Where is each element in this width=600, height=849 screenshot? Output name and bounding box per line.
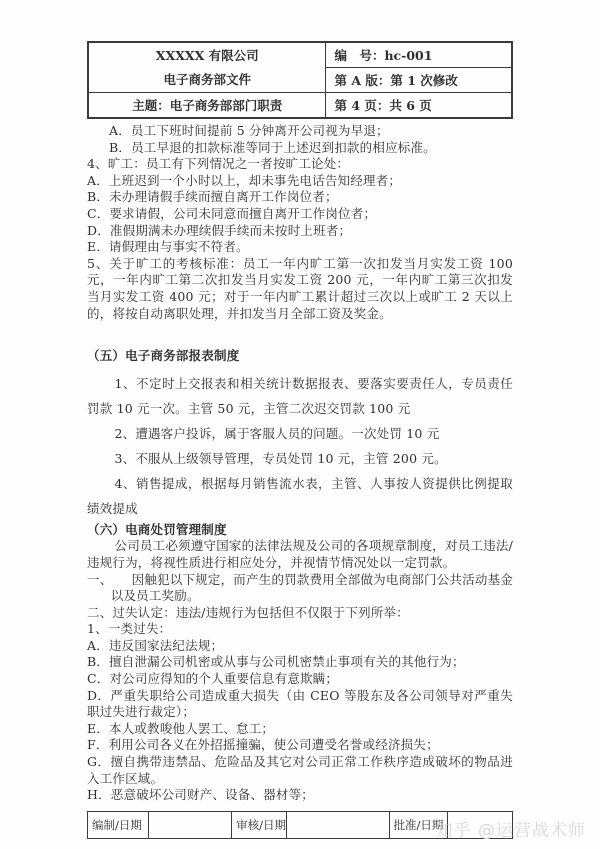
fault-h: H．恶意破坏公司财产、设备、器材等； bbox=[87, 787, 315, 803]
clause-absenteeism-a: A．上班迟到一个小时以上，却未事先电话告知经理者； bbox=[87, 172, 402, 188]
fault-a: A．违反国家法纪法规； bbox=[87, 637, 224, 653]
zhihu-watermark: 知乎 @运营战术师 bbox=[435, 821, 586, 841]
report-rule-3: 3、不服从上级领导管理，专员处罚 10 元，主管 200 元。 bbox=[114, 450, 447, 466]
doc-body bbox=[87, 123, 513, 804]
subject-cell: 主题：电子商务部部门职责 bbox=[88, 93, 326, 119]
document-content bbox=[87, 0, 513, 839]
report-rule-4: 4、销售提成，根据每月销售流水表，主管、人事按人资提供比例提取绩效提成 bbox=[87, 475, 513, 516]
penalty-item-2: 二、过失认定：违法/违规行为包括但不仅限于下列所举： bbox=[87, 604, 409, 620]
prepare-label-cell: 编制/日期 bbox=[88, 811, 149, 838]
page-info-cell: 第 4 页：共 6 页 bbox=[326, 93, 512, 119]
review-value-cell bbox=[287, 811, 389, 838]
fault-class-1-title: 1、一类过失： bbox=[87, 621, 172, 637]
clause-absenteeism-c: C．要求请假，公司未同意而擅自离开工作岗位者； bbox=[87, 205, 377, 221]
clause-absenteeism-standard: 5、关于旷工的考核标准：员工一年内旷工第一次扣发当月实发工资 100 元，一年内旷工第二次扣发当月实发工资 200 元，一年内旷工第三次扣发当月实发工资 400 元；对于一年内旷工累计超过三次以上或旷工 2 天以上的，将按自动离职处理，并扣发当月全部工资及奖金。 bbox=[87, 255, 513, 321]
penalty-item-1: 一、 因触犯以下规定，而产生的罚款费用全部做为电商部门公共活动基金以及员工奖励。 bbox=[87, 571, 513, 604]
prepare-value-cell bbox=[148, 811, 231, 838]
clause-absenteeism-b: B．未办理请假手续而擅自离开工作岗位者； bbox=[87, 189, 338, 205]
fault-c: C．对公司应得知的个人重要信息有意欺瞒； bbox=[87, 671, 339, 687]
fault-e: E．本人或教唆他人罢工、怠工； bbox=[87, 720, 275, 736]
doc-header-table bbox=[87, 41, 513, 119]
review-label-cell: 审核/日期 bbox=[232, 811, 287, 838]
fault-d: D．严重失职给公司造成重大损失（由 CEO 等股东及各公司领导对严重失职过失进行裁定）； bbox=[87, 687, 513, 720]
penalty-intro: 公司员工必须遵守国家的法律法规及公司的各项规章制度，对员工违法/违规行为，将视性质进行相应处分，并视情节情况处以一定罚款。 bbox=[87, 538, 513, 570]
doc-title: 电子商务部文件 bbox=[163, 71, 251, 87]
version-cell: 第 A 版：第 1 次修改 bbox=[326, 68, 512, 93]
clause-early-leave-b: B．员工早退的扣款标准等同于上述迟到扣款的相应标准。 bbox=[109, 139, 436, 155]
fault-g: G．擅自携带违禁品、危险品及其它对公司正常工作秩序造成破坏的物品进入工作区域。 bbox=[87, 754, 513, 786]
header-row-3 bbox=[88, 93, 512, 119]
clause-absenteeism-e: E．请假理由与事实不符者。 bbox=[87, 239, 249, 255]
company-name: XXXXX 有限公司 bbox=[155, 47, 259, 63]
section-heading-6: （六）电商处罚管理制度 bbox=[87, 521, 227, 537]
company-cell bbox=[88, 42, 326, 93]
report-rule-2: 2、遭遇客户投诉，属于客服人员的问题。一次处罚 10 元 bbox=[114, 425, 440, 441]
approve-label-cell: 批准/日期 bbox=[389, 811, 448, 838]
fault-b: B．擅自泄漏公司机密或从事与公司机密禁止事项有关的其他行为； bbox=[87, 654, 465, 670]
header-row-1 bbox=[88, 42, 512, 68]
fault-f: F．利用公司各义在外招摇撞骗，使公司遭受名誉或经济损失； bbox=[87, 737, 439, 753]
section-heading-5: （五）电子商务部报表制度 bbox=[87, 348, 240, 364]
doc-number-cell: 编 号：hc-001 bbox=[326, 42, 512, 68]
clause-absenteeism-title: 4、旷工：员工有下列情况之一者按旷工论处： bbox=[87, 156, 350, 172]
report-rule-1: 1、不定时上交报表和相关统计数据报表、要落实要责任人，专员责任罚款 10 元一次。主管 50 元，主管二次迟交罚款 100 元 bbox=[87, 375, 513, 416]
clause-early-leave-a: A．员工下班时间提前 5 分钟离开公司视为早退； bbox=[109, 123, 389, 138]
clause-absenteeism-d: D．准假期满未办理续假手续而未按时上班者； bbox=[87, 222, 352, 238]
